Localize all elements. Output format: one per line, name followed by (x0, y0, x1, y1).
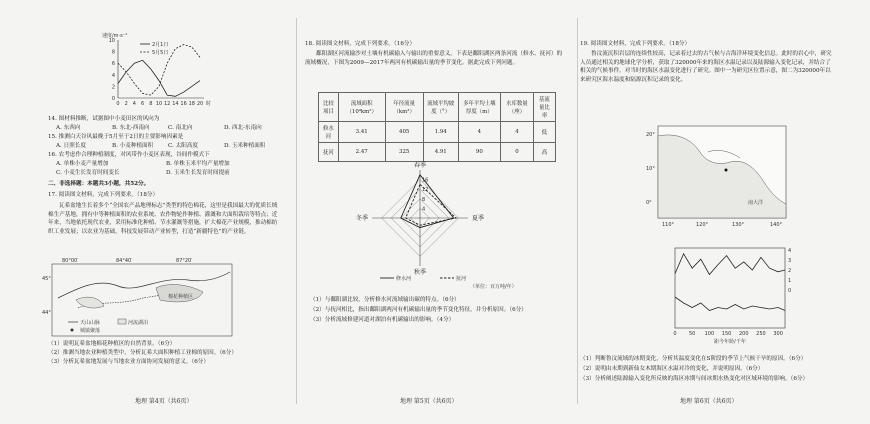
x-tick-label: 300 (773, 331, 783, 337)
x-tick-label: 12 (164, 101, 171, 107)
x-tick-label: 4 (132, 101, 136, 107)
chart-unit: （单位：百万吨/年） (470, 284, 517, 290)
question-15-options (56, 142, 280, 151)
x-tick-label: 150 (721, 331, 732, 337)
table-cell: 3.41 (338, 122, 385, 143)
study-area-map (648, 122, 798, 232)
question-19-item-1: （1）判断鲁汶流域的冰期变化，分析其温度变化在S阶段的季节上气候干旱的原因。（6分） (580, 356, 807, 362)
series-line (118, 60, 200, 96)
radar-ring-label: 16 (422, 177, 429, 184)
question-18-passage: 鄱阳湖区河流输沙对土壤有机碳输入与输出的重要意义。下表是鄱阳湖区两条河流（修水、抚河）的流域概况，下图为2009—2017年两河有机碳输出量的季节变化。据此完成下列问题。 (305, 51, 563, 66)
question-15: 15. 推测白天谷风最晚于5月至于2日的主要影响因素是 (48, 134, 184, 140)
y-tick-label: 0 (788, 288, 792, 294)
question-18-item-1: （1）与鄱阳湖比较，分析修水河流域输出碳的特点。（6分） (310, 297, 460, 303)
table-cell: 修水河 (319, 122, 339, 143)
table-cell: 90 (458, 143, 500, 162)
question-17: 17. 阅读图文材料，完成下列要求。（18分） (48, 192, 159, 198)
page-6 (580, 0, 870, 424)
page-footer: 地理 第5页（共6页） (400, 398, 458, 405)
x-tick-label: 2 (124, 101, 128, 107)
question-14: 14. 图材料推断，试据图中小麦田区的风向为 (48, 116, 160, 122)
y-tick-label: 4 (111, 72, 115, 79)
y-tick-label: 0 (111, 96, 115, 102)
latitude-label: 0° (646, 200, 652, 206)
radar-ring-label: 8 (422, 196, 426, 203)
column-divider (577, 18, 578, 404)
x-tick-label: 100 (704, 331, 715, 337)
y-tick-label: 3 (788, 258, 792, 264)
y-tick-label: 4 (788, 248, 792, 254)
sea-label: 南大洋 (748, 200, 764, 206)
table-cell: 4.91 (423, 143, 458, 162)
y-tick-label: 2 (111, 84, 115, 91)
table-header-cell: 年径流量（km³） (385, 93, 423, 122)
page-4 (0, 0, 290, 424)
radar-ring-label: 12 (422, 187, 429, 194)
x-tick-label: 250 (756, 331, 766, 337)
longitude-label: 87°20′ (176, 258, 193, 264)
question-18-item-3: （3）分析流域修建河道对湖泊有机碳输出的影响。（4分） (310, 317, 455, 323)
table-row (319, 143, 556, 162)
table-header-row (319, 93, 556, 122)
question-16-options-a (56, 160, 230, 169)
longitude-label: 140° (770, 222, 783, 228)
table-header-cell: 比较项目 (319, 93, 339, 122)
page-5 (300, 0, 575, 424)
longitude-label: 130° (732, 222, 745, 228)
x-tick-label: 时 (205, 101, 211, 107)
table-cell: 0 (500, 143, 533, 162)
latitude-label: 45° (42, 276, 51, 282)
legend-label: 天山山脉 (80, 320, 101, 326)
core-site-marker (725, 169, 728, 172)
series-line (675, 254, 785, 275)
radar-axis-label: 夏季 (472, 215, 485, 222)
question-19-item-2: （2）说明由末期到新仙女木期海区水温对冷的变化，并说明原因。（6分） (580, 366, 764, 372)
lake-shape (76, 297, 104, 308)
x-tick-label: 18 (188, 101, 195, 107)
question-16: 16. 农考虑作合理种植制度，对风带作小麦区表现，谷间作模式下 (48, 152, 210, 158)
option: D. 玉米生长发育时间提前 (166, 170, 230, 176)
y-tick-label: 10 (108, 38, 115, 44)
x-tick-label: 50 (689, 331, 696, 337)
question-16-options-b (56, 169, 230, 178)
table-header-cell: 流域平均坡度（°） (423, 93, 458, 122)
latitude-label: 10° (646, 166, 655, 172)
option: C. 小麦生长发育时间变长 (56, 170, 120, 176)
option: C. 南北向 (168, 125, 193, 131)
radar-ring-label: 4 (422, 206, 426, 213)
map-label: 棉花种植区 (168, 294, 194, 300)
radar-axis-label: 冬季 (355, 215, 368, 222)
table-cell: 2.47 (338, 143, 385, 162)
table-cell: 抚河 (319, 143, 339, 162)
option: D. 玉米种植面积 (224, 143, 266, 149)
table-header-cell: 多年平均土壤厚度（m） (458, 93, 500, 122)
option: A. 单株小麦产量增加 (56, 161, 109, 167)
table-cell: 1.94 (423, 122, 458, 143)
legend-label: 5月5日 (152, 50, 169, 56)
table-cell: 4 (500, 122, 533, 143)
table-header-cell: 水库数量（座） (500, 93, 533, 122)
option: B. 单株玉米平均产量增加 (166, 161, 230, 167)
column-divider (296, 18, 297, 404)
table-cell: 高 (533, 143, 555, 162)
y-tick-label: 6 (111, 61, 115, 68)
option: B. 小麦种植面积 (112, 143, 154, 149)
table-header-cell: 流域面积（10⁴km²） (338, 93, 385, 122)
table-cell: 405 (385, 122, 423, 143)
question-19-passage: 鲁汶流沉积岩层的连续性较高，记录着过去的古气候与古海洋环境变化信息。此时的岩心中，研究人员通过相关的地球化学分析，获取了320000年来的海区水温记录以及陆源输入变化记录，并结合了相关的气候事件，对当时的海区水温变化进行了研究。图中一为研究区位置示意，图二为320000年以来研究区海水温度和陆源沉积记录的变化。 (580, 51, 832, 83)
question-18: 18. 阅读图文材料，完成下列要求。（16分） (305, 41, 416, 47)
question-17-item-2: （2）推测当地农业种植类型中，分析瓦希大面积种植工业棉的原因。（6分） (48, 350, 237, 356)
latitude-label: 44° (42, 310, 51, 316)
radar-axis-label: 春季 (413, 162, 427, 169)
wind-speed-chart (100, 30, 210, 110)
y-tick-label: 2 (788, 268, 792, 274)
question-19-item-3: （3）分析阐述陆源输入变化所反映的海区冰期与间冰期水热变化对区域环境的影响。（6分） (580, 376, 809, 382)
x-tick-label: 200 (738, 331, 749, 337)
series-line (675, 297, 785, 311)
page-footer: 地理 第4页（共6页） (135, 398, 193, 405)
x-tick-label: 16 (180, 101, 187, 107)
question-17-item-3: （3）分析瓦希盆地发展与当地农业方面协同发展的意义。（6分） (48, 359, 209, 365)
x-tick-label: 0 (673, 331, 677, 337)
option: A. 东西向 (56, 125, 81, 131)
y-axis-label: 速度/m·s⁻¹ (102, 33, 128, 39)
question-18-item-2: （2）与抚河相比，指出鄱阳湖两河有机碳输出量的季节变化特征，并分析原因。（6分） (310, 307, 527, 313)
organic-carbon-radar-chart (320, 160, 560, 290)
x-axis-label: 距今年龄/千年 (714, 339, 746, 345)
question-19: 19. 阅读图文材料，完成下列要求。（18分） (580, 41, 691, 47)
basin-map (42, 258, 248, 348)
y-tick-label: 1 (788, 278, 792, 284)
river-comparison-table (318, 92, 556, 162)
legend-label: 2月1日 (152, 42, 169, 48)
question-14-options (56, 124, 280, 133)
basin-boundary (58, 272, 230, 298)
table-cell: 325 (385, 143, 423, 162)
legend-label: 城镇聚落 (80, 328, 101, 334)
x-tick-label: 20 (196, 101, 204, 107)
longitude-label: 120° (696, 222, 709, 228)
legend-label: 抚河 (456, 276, 467, 282)
question-17-item-1: （1）说明瓦希盆地棉花种植区的自然背景。（6分） (48, 341, 176, 347)
x-tick-label: 6 (141, 101, 145, 107)
option: A. 日照长度 (56, 143, 86, 149)
latitude-label: 20° (646, 132, 655, 138)
radar-axis-label: 秋季 (413, 269, 427, 276)
question-17-passage: 瓦希盆地生长着多个“全国农产品地理标志”类型的特色棉花，这里是我国最大的优质长绒棉生产基地，拥有中等种植面积的农业系统、农作物轮作种植、灌溉和大面积栽培等特点；近年来，当地依托现代农业，采用标准化种植、节水灌溉等措施，扩大棉花产业规模，推动棉纺织工业发展；以农业为基础，科技发展带动产业转型，打造“新疆特色”的产业链。 (48, 203, 278, 235)
x-tick-label: 0 (116, 101, 120, 107)
legend-swatch (71, 329, 74, 332)
page-footer: 地理 第6页（共6页） (680, 398, 738, 405)
table-row (319, 122, 556, 143)
legend-swatch (118, 319, 126, 324)
core-record-chart (665, 240, 805, 345)
option: C. 太阳高度 (168, 143, 199, 149)
legend-label: 河流湖泊 (128, 320, 149, 326)
section-heading: 二、非选择题：本题共3小题，共52分。 (48, 181, 150, 187)
longitude-label: 84°40′ (116, 258, 133, 264)
x-tick-label: 10 (155, 101, 163, 107)
longitude-label: 80°00′ (62, 258, 79, 264)
x-tick-label: 8 (149, 101, 153, 107)
table-cell: 低 (533, 122, 555, 143)
table-header-cell: 基流量比率 (533, 93, 555, 122)
option: B. 东北-西南向 (112, 125, 150, 131)
option: D. 西北-东南向 (224, 125, 262, 131)
longitude-label: 110° (662, 222, 675, 228)
y-tick-label: 8 (111, 49, 115, 56)
table-cell: 4 (458, 122, 500, 143)
x-tick-label: 14 (172, 101, 179, 107)
legend-label: 修水河 (396, 276, 412, 282)
